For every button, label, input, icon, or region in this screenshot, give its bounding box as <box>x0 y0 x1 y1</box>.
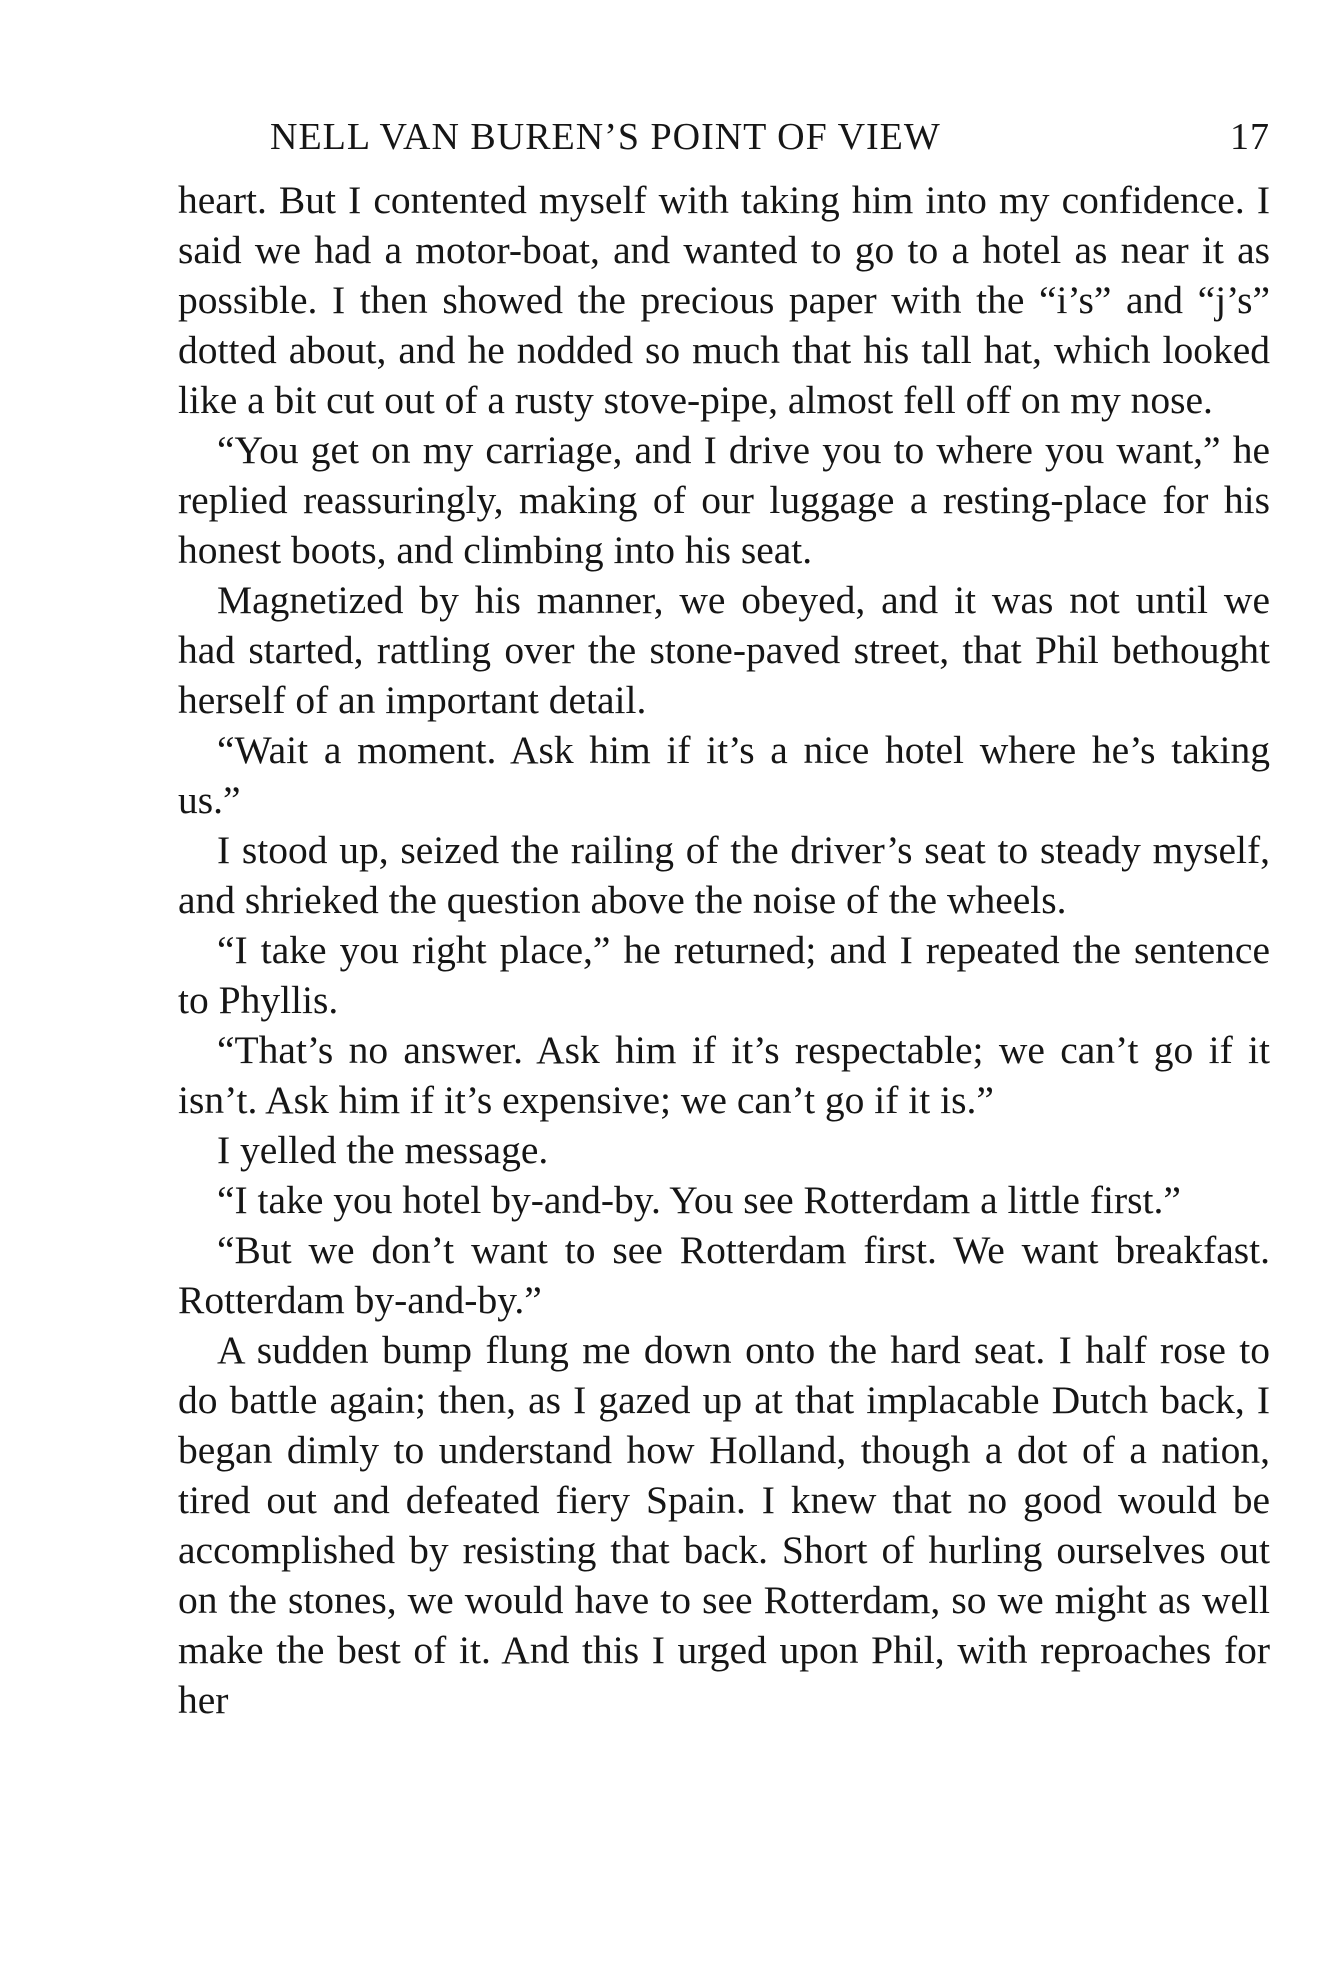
paragraph: “I take you hotel by-and-by. You see Rotterdam a little first.” <box>217 1178 1181 1222</box>
running-head <box>270 112 1270 162</box>
body-text <box>178 175 1270 1725</box>
paragraph: “You get on my carriage, and I drive you to where you want,” he replied reassuringly, making of our luggage a resting-place for his honest boots, and climbing into his seat. <box>178 428 1270 572</box>
paragraph: I stood up, seized the railing of the driver’s seat to steady myself, and shrieked the question above the noise of the wheels. <box>178 828 1270 922</box>
page-number: 17 <box>1230 116 1270 158</box>
paragraph: “I take you right place,” he returned; and I repeated the sentence to Phyllis. <box>178 928 1270 1022</box>
paragraph: heart. But I contented myself with taking him into my confidence. I said we had a motor-boat, and wanted to go to a hotel as near it as possible. I then showed the precious paper with the “i’s” and “j’s” dotted about, and he nodded so much that his tall hat, which looked like a bit cut out of a rusty stove-pipe, almost fell off on my nose. <box>178 178 1270 422</box>
paragraph: A sudden bump flung me down onto the hard seat. I half rose to do battle again; then, as I gazed up at that implacable Dutch back, I began dimly to understand how Holland, though a dot of a nation, tired out and defeated fiery Spain. I knew that no good would be accomplished by resisting that back. Short of hurling ourselves out on the stones, we would have to see Rotterdam, so we might as well make the best of it. And this I urged upon Phil, with reproaches for her <box>178 1328 1270 1722</box>
paragraph: “That’s no answer. Ask him if it’s respectable; we can’t go if it isn’t. Ask him if it’s expensive; we can’t go if it is.” <box>178 1028 1270 1122</box>
paragraph: “Wait a moment. Ask him if it’s a nice hotel where he’s taking us.” <box>178 728 1270 822</box>
paragraph: Magnetized by his manner, we obeyed, and it was not until we had started, rattling over the stone-paved street, that Phil bethought herself of an important detail. <box>178 578 1270 722</box>
paragraph: “But we don’t want to see Rotterdam first. We want breakfast. Rotterdam by-and-by.” <box>178 1228 1270 1322</box>
paragraph: I yelled the message. <box>217 1128 549 1172</box>
running-head-title: NELL VAN BUREN’S POINT OF VIEW <box>270 116 941 158</box>
